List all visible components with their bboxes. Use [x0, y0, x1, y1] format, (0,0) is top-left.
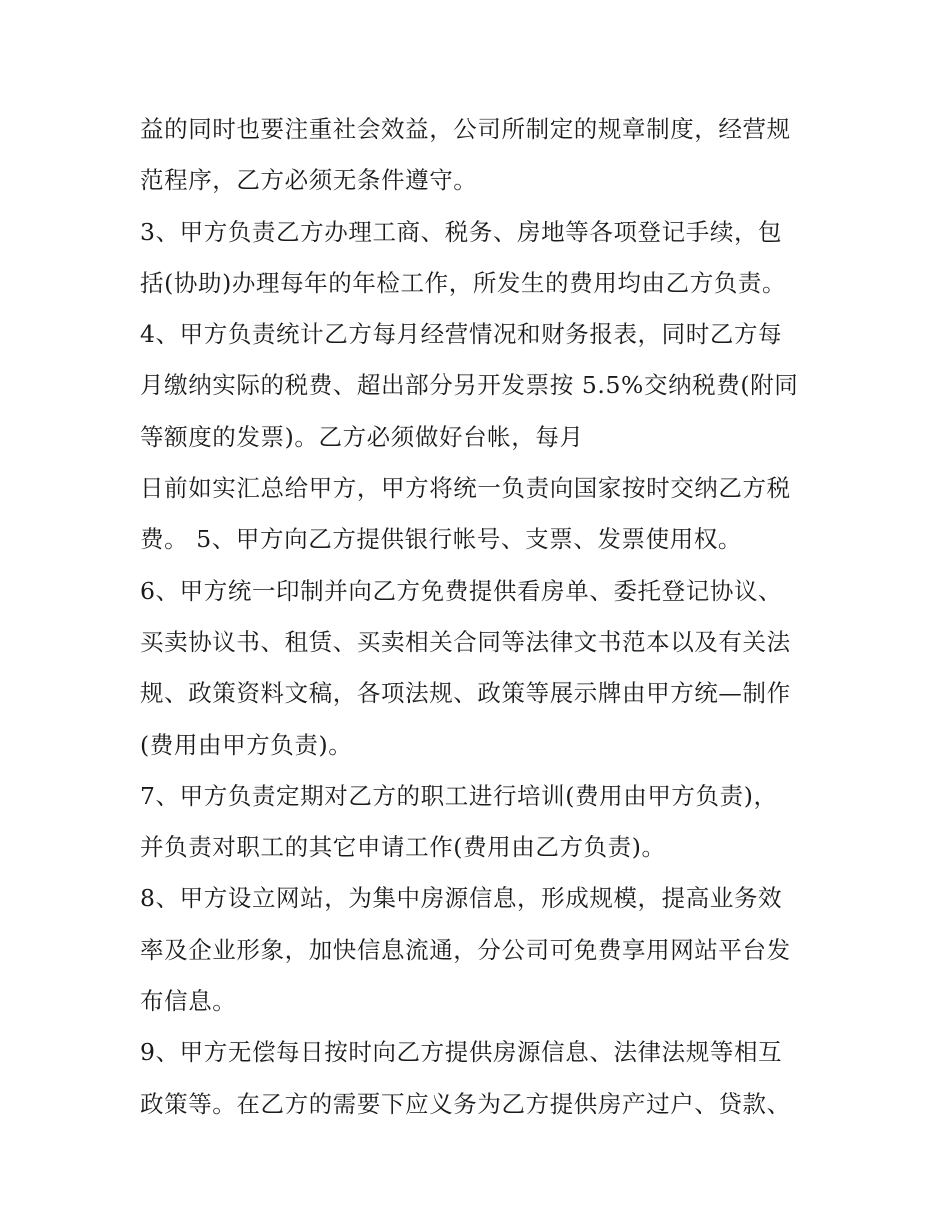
text-line: 并负责对职工的其它申请工作(费用由乙方负责)。: [140, 833, 666, 862]
text-line: 9、甲方无偿每日按时向乙方提供房源信息、法律法规等相互: [140, 1038, 783, 1067]
text-line: 6、甲方统一印制并向乙方免费提供看房单、委托登记协议、: [140, 576, 783, 605]
document-body: [140, 104, 830, 1130]
text-line: 规、政策资料文稿，各项法规、政策等展示牌由甲方统—制作: [140, 679, 791, 708]
text-line: 月缴纳实际的税费、超出部分另开发票按 5.5%交纳税费(附同: [140, 371, 799, 400]
text-line: 括(协助)办理每年的年检工作，所发生的费用均由乙方负责。: [140, 268, 787, 297]
text-line: 4、甲方负责统计乙方每月经营情况和财务报表，同时乙方每: [140, 320, 783, 349]
text-line: 益的同时也要注重社会效益，公司所制定的规章制度，经营规: [140, 115, 791, 143]
text-line: 等额度的发票)。乙方必须做好台帐，每月: [140, 422, 584, 451]
text-line: (费用由甲方负责)。: [140, 730, 353, 759]
text-line: 费。 5、甲方向乙方提供银行帐号、支票、发票使用权。: [140, 525, 743, 554]
text-line: 8、甲方设立网站，为集中房源信息，形成规模，提高业务效: [140, 884, 783, 913]
text-line: 范程序，乙方必须无条件遵守。: [140, 166, 478, 195]
text-line: 率及企业形象，加快信息流通，分公司可免费享用网站平台发: [140, 935, 791, 964]
text-line: 3、甲方负责乙方办理工商、税务、房地等各项登记手续，包: [140, 217, 783, 246]
text-line: 布信息。: [140, 987, 237, 1016]
text-line: 7、甲方负责定期对乙方的职工进行培训(费用由甲方负责)，: [140, 781, 778, 810]
text-line: 买卖协议书、租赁、买卖相关合同等法律文书范本以及有关法: [140, 627, 791, 656]
text-line: 政策等。在乙方的需要下应义务为乙方提供房产过户、贷款、: [140, 1089, 791, 1118]
text-line: 日前如实汇总给甲方，甲方将统一负责向国家按时交纳乙方税: [140, 474, 791, 503]
